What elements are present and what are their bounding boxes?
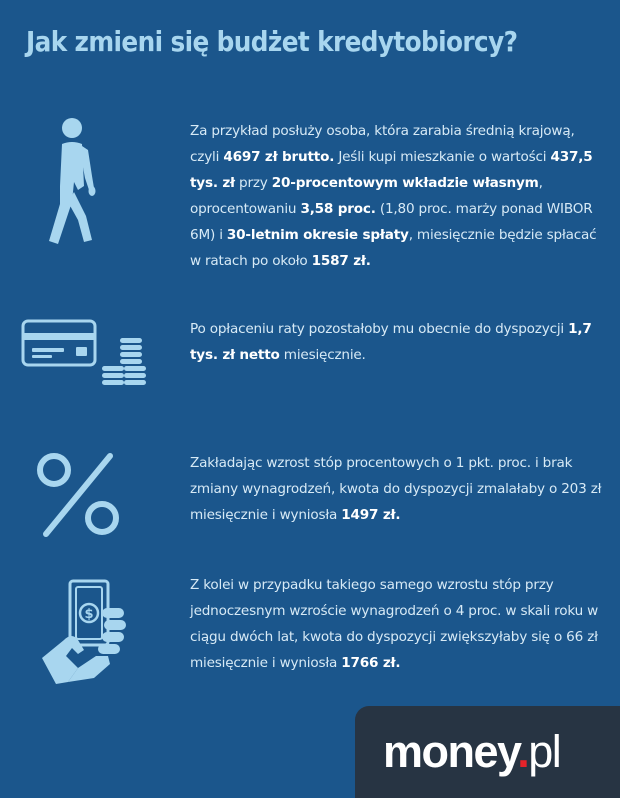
walking-person-icon: [38, 112, 108, 252]
highlighted-value: 20-procentowym wkładzie własnym: [271, 175, 539, 191]
text-segment: , oprocentowaniu: [190, 175, 543, 217]
paragraph-average-salary: [190, 118, 605, 274]
paragraph-remaining-funds: [190, 316, 605, 368]
text-segment: Jeśli kupi mieszkanie o wartości: [334, 149, 551, 165]
text-segment: (1,80 proc. marży ponad WIBOR 6M) i: [190, 201, 593, 243]
highlighted-value: 4697 zł brutto.: [223, 149, 335, 165]
text-segment: Za przykład posłuży osoba, która zarabia średnią krajową, czyli: [190, 123, 575, 165]
page-title: Jak zmieni się budżet kredytobiorcy?: [26, 26, 518, 58]
highlighted-value: 1497 zł.: [341, 507, 401, 523]
text-segment: miesięcznie.: [279, 347, 366, 363]
highlighted-value: 30-letnim okresie spłaty: [226, 227, 409, 243]
text-segment: , miesięcznie będzie spłacać w ratach po około: [190, 227, 597, 269]
brand-name: money: [383, 726, 518, 777]
brand-dot: .: [517, 726, 529, 777]
text-segment: przy: [234, 175, 272, 191]
hand-with-banknote-icon: [38, 578, 138, 688]
highlighted-value: 437,5 tys. zł: [190, 149, 593, 191]
brand-footer: [355, 706, 620, 798]
text-segment: Po opłaceniu raty pozostałoby mu obecnie do dyspozycji: [190, 321, 569, 337]
highlighted-value: 1766 zł.: [341, 655, 401, 671]
text-segment: Zakładając wzrost stóp procentowych o 1 pkt. proc. i brak zmiany wynagrodzeń, kwota do dyspozycji zmalałaby o 203 zł miesięcznie i wyniosła: [190, 455, 602, 523]
highlighted-value: 1587 zł.: [311, 253, 371, 269]
highlighted-value: 1,7 tys. zł netto: [190, 321, 592, 363]
svg-text:$: $: [84, 607, 94, 622]
card-and-coins-icon: [20, 318, 150, 390]
brand-tld: pl: [528, 726, 561, 777]
money-pl-logo: [383, 726, 560, 778]
percent-icon: [32, 448, 124, 540]
paragraph-salary-growth: [190, 572, 605, 676]
paragraph-rate-increase: [190, 450, 605, 528]
text-segment: Z kolei w przypadku takiego samego wzrostu stóp przy jednoczesnym wzroście wynagrodzeń o 4 proc. w skali roku w ciągu dwóch lat, kwota do dyspozycji zwiększyłaby się o 66 zł miesięcznie i wyniosła: [190, 577, 599, 671]
highlighted-value: 3,58 proc.: [300, 201, 376, 217]
